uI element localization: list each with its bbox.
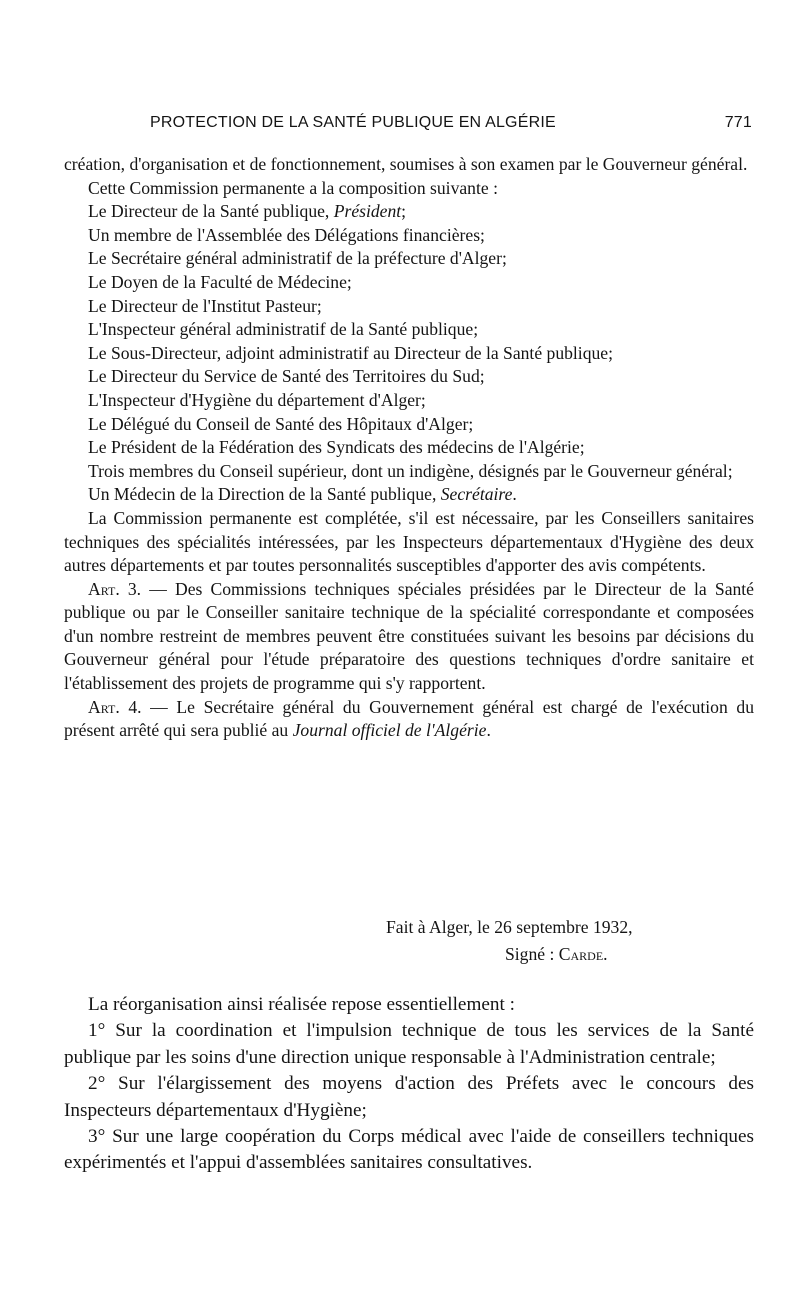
member-item: Le Doyen de la Faculté de Médecine; <box>88 271 352 292</box>
place-date: Fait à Alger, le 26 septembre 1932, <box>386 917 633 937</box>
running-header <box>64 112 752 140</box>
article-label: Art. 3. <box>88 578 142 599</box>
member-item: Le Directeur de l'Institut Pasteur; <box>88 295 322 316</box>
member-item: Le Directeur de la Santé publique, Président; <box>88 201 407 222</box>
article-label: Art. 4. <box>88 696 142 717</box>
commission-intro: Cette Commission permanente a la composition suivante : <box>88 177 498 198</box>
paragraph-continuation: création, d'organisation et de fonctionnement, soumises à son examen par le Gouverneur général. <box>64 154 748 174</box>
member-item: Le Secrétaire général administratif de la préfecture d'Alger; <box>88 248 507 269</box>
signed-line: Signé : Carde. <box>505 944 608 964</box>
member-role: Président <box>333 201 402 222</box>
conclusion-text <box>64 992 754 1177</box>
article-4: Art. 4. — Le Secrétaire général du Gouvernement général est chargé de l'exécution du présent arrêté qui sera publié au Journal officiel de l'Algérie. <box>64 696 755 741</box>
member-item: Un Médecin de la Direction de la Santé publique, Secrétaire. <box>88 484 517 505</box>
signatory-name: Carde. <box>558 944 608 964</box>
conclusion-point: 2° Sur l'élargissement des moyens d'action des Préfets avec le concours des Inspecteurs départementaux d'Hygiène; <box>64 1073 754 1121</box>
member-item: Trois membres du Conseil supérieur, dont un indigène, désignés par le Gouverneur général; <box>88 460 733 481</box>
decree-text <box>64 153 754 743</box>
member-role: Secrétaire <box>440 484 513 505</box>
commission-completion: La Commission permanente est complétée, s'il est nécessaire, par les Conseillers sanitaires techniques des spécialités intéressées, par les Inspecteurs départementaux d'Hygiène des deux autres départements et par toutes personnalités susceptibles d'apporter des avis compétents. <box>64 507 754 576</box>
conclusion-point: 1° Sur la coordination et l'impulsion technique de tous les services de la Santé publique par les soins d'une direction unique responsable à l'Administration centrale; <box>64 1020 754 1068</box>
member-item: Le Sous-Directeur, adjoint administratif au Directeur de la Santé publique; <box>88 342 613 363</box>
conclusion-point: 3° Sur une large coopération du Corps médical avec l'aide de conseillers techniques expérimentés et l'appui d'assemblées sanitaires consultatives. <box>64 1126 754 1174</box>
member-item: Un membre de l'Assemblée des Délégations financières; <box>88 224 485 245</box>
member-item: L'Inspecteur d'Hygiène du département d'Alger; <box>88 389 426 410</box>
page-number: 771 <box>724 114 752 131</box>
running-title: PROTECTION DE LA SANTÉ PUBLIQUE EN ALGÉRIE <box>150 114 556 131</box>
article-3: Art. 3. — Des Commissions techniques spéciales présidées par le Directeur de la Santé publique ou par le Conseiller sanitaire technique de la spécialité correspondante et composées d'un nombre restreint de membres peuvent être constituées suivant les besoins par décisions du Gouverneur général pour l'étude préparatoire des questions techniques d'ordre sanitaire et l'établissement des projets de programme qui s'y rapportent. <box>64 578 754 694</box>
member-item: Le Directeur du Service de Santé des Territoires du Sud; <box>88 366 485 387</box>
member-item: Le Président de la Fédération des Syndicats des médecins de l'Algérie; <box>88 437 585 458</box>
conclusion-intro: La réorganisation ainsi réalisée repose essentiellement : <box>88 994 515 1015</box>
journal-title: Journal officiel de l'Algérie <box>292 720 487 741</box>
member-item: L'Inspecteur général administratif de la Santé publique; <box>88 319 479 340</box>
member-item: Le Délégué du Conseil de Santé des Hôpitaux d'Alger; <box>88 413 474 434</box>
